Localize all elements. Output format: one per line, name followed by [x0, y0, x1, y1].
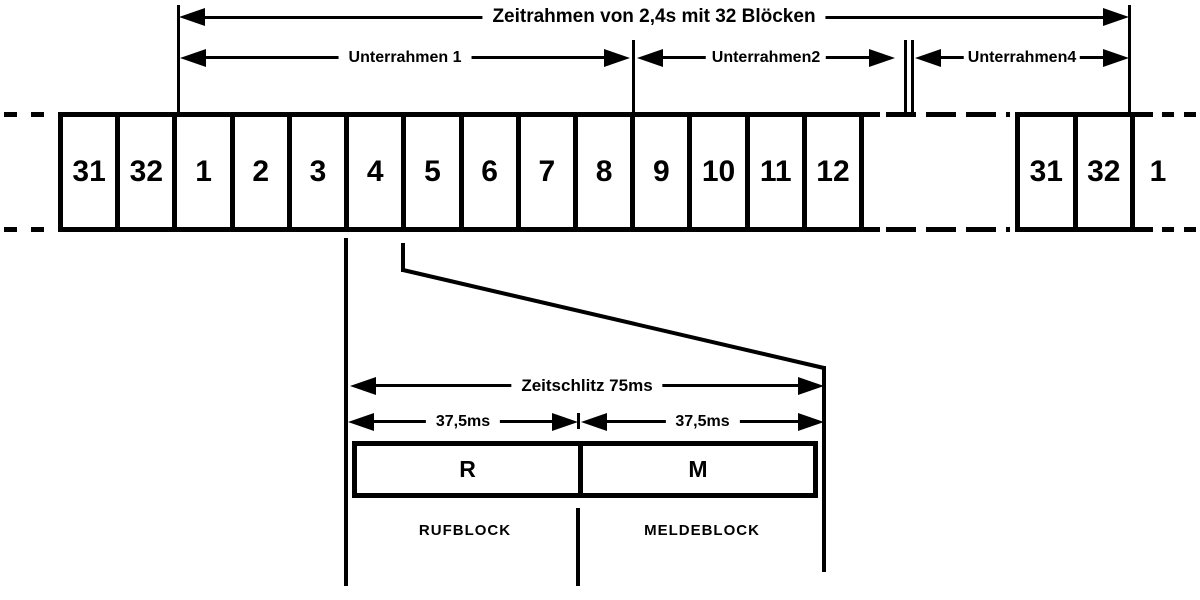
- arrowhead-right-icon: [552, 413, 578, 431]
- halfslot-right-arrow: [581, 412, 824, 431]
- dashed-line-mid-bottom: [886, 227, 1010, 232]
- block-cell-overflow: 1: [1149, 155, 1167, 188]
- block-cell: 3: [292, 117, 349, 227]
- block-cell: 11: [750, 117, 807, 227]
- block-cell: 2: [235, 117, 292, 227]
- unterrahmen1-label: Unterrahmen 1: [339, 49, 472, 67]
- zoom-connector-right: [822, 366, 826, 572]
- block-cell: 31: [1020, 117, 1078, 227]
- halfslot-left-label: 37,5ms: [426, 413, 500, 431]
- halfslot-divider-tick: [577, 413, 580, 429]
- block-cell: 32: [120, 117, 177, 227]
- block-cell: 8: [578, 117, 635, 227]
- block-cell: 5: [406, 117, 463, 227]
- arrowhead-right-icon: [798, 413, 824, 431]
- arrowhead-right-icon: [798, 377, 824, 395]
- unterrahmen1-arrow: [180, 48, 630, 67]
- unterrahmen4-label: Unterrahmen4: [964, 49, 1080, 67]
- block-frame-right: [1015, 112, 1135, 232]
- dashed-line-right-bottom: [1162, 227, 1196, 232]
- line-ext-main-bottom: [862, 227, 880, 232]
- block-cell: 4: [349, 117, 406, 227]
- block-cell: 12: [816, 155, 850, 188]
- zeitschlitz-label: Zeitschlitz 75ms: [511, 376, 662, 396]
- arrowhead-right-icon: [869, 49, 895, 67]
- zeitrahmen-label: Zeitrahmen von 2,4s mit 32 Blöcken: [482, 6, 825, 28]
- unterrahmen4-arrow: [915, 48, 1129, 67]
- block-cell: 10: [692, 117, 749, 227]
- dashed-line-mid-top: [886, 112, 1010, 117]
- unterrahmen2-label: Unterrahmen2: [706, 49, 826, 67]
- arrowhead-right-icon: [1103, 8, 1129, 26]
- block-cell: 31: [63, 117, 120, 227]
- tick-break-left: [904, 40, 907, 112]
- rm-block: [352, 441, 818, 498]
- block-cell: 1: [177, 117, 234, 227]
- dashed-line-left-top: [4, 112, 50, 117]
- block-cell: 9: [635, 117, 692, 227]
- meldeblock-caption: MELDEBLOCK: [644, 522, 760, 539]
- arrowhead-right-icon: [604, 49, 630, 67]
- line-ext-main-top: [862, 112, 880, 117]
- block-cell: 7: [521, 117, 578, 227]
- r-cell: R: [357, 446, 583, 493]
- halfslot-left-arrow: [348, 412, 578, 431]
- arrowhead-right-icon: [1103, 49, 1129, 67]
- dashed-line-left-bottom: [4, 227, 50, 232]
- zoom-connector-diagonal: [399, 266, 829, 372]
- unterrahmen2-arrow: [637, 48, 895, 67]
- zeitrahmen-arrow: [179, 7, 1129, 27]
- m-cell: M: [688, 456, 708, 482]
- line-ext-right-bottom: [1133, 227, 1153, 232]
- tick-subframe1-end: [632, 40, 635, 114]
- zeitschlitz-arrow: [350, 376, 824, 395]
- zoom-connector-middle: [576, 508, 580, 586]
- block-cell: 6: [464, 117, 521, 227]
- rufblock-caption: RUFBLOCK: [418, 522, 512, 539]
- tick-break-right: [911, 40, 914, 112]
- block-frame-main: [58, 112, 864, 232]
- halfslot-right-label: 37,5ms: [665, 413, 739, 431]
- block-cell: 32: [1087, 155, 1121, 188]
